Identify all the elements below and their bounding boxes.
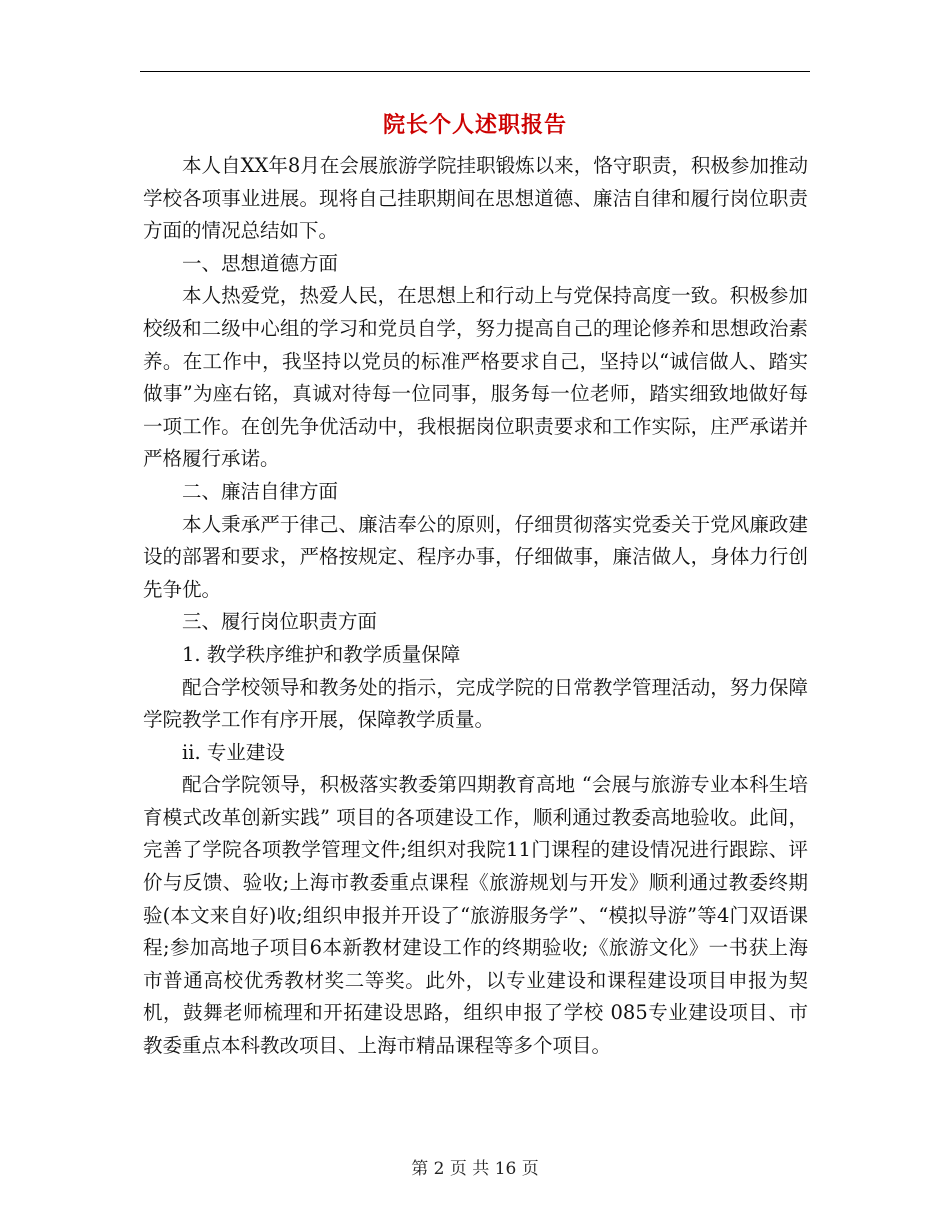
document-title: 院长个人述职报告	[382, 112, 567, 138]
paragraph-intro: 本人自XX年8月在会展旅游学院挂职锻炼以来，恪守职责，积极参加推动学校各项事业进展。现将自己挂职期间在思想道德、廉洁自律和履行岗位职责方面的情况总结如下。	[143, 154, 808, 243]
subheading-teaching-order: 1. 教学秩序维护和教学质量保障	[182, 642, 461, 666]
page-number: 第 2 页 共 16 页	[411, 1159, 539, 1179]
heading-duties: 三、履行岗位职责方面	[182, 610, 378, 634]
paragraph-integrity: 本人秉承严于律己、廉洁奉公的原则，仔细贯彻落实党委关于党风廉政建设的部署和要求，严格按规定、程序办事，仔细做事，廉洁做人，身体力行创先争优。	[143, 512, 808, 601]
document-body	[143, 150, 808, 1063]
heading-integrity: 二、廉洁自律方面	[182, 479, 339, 503]
paragraph-discipline-building: 配合学院领导，积极落实教委第四期教育高地 “会展与旅游专业本科生培育模式改革创新实践” 项目的各项建设工作，顺利通过教委高地验收。此间，完善了学院各项教学管理文件;组织对我院11门课程的建设情况进行跟踪、评价与反馈、验收;上海市教委重点课程《旅游规划与开发》顺利通过教委终期验(本文来自好)收;组织申报并开设了“旅游服务学”、“模拟导游”等4门双语课程;参加高地子项目6本新教材建设工作的终期验收;《旅游文化》一书获上海市普通高校优秀教材奖二等奖。此外，以专业建设和课程建设项目申报为契机，鼓舞老师梳理和开拓建设思路，组织申报了学校 085专业建设项目、市教委重点本科教改项目、上海市精品课程等多个项目。	[143, 773, 808, 1058]
heading-ideology: 一、思想道德方面	[182, 251, 339, 275]
paragraph-teaching-order: 配合学校领导和教务处的指示，完成学院的日常教学管理活动，努力保障学院教学工作有序开展，保障教学质量。	[143, 675, 808, 732]
subheading-discipline-building: ii. 专业建设	[182, 740, 285, 764]
header-rule	[140, 71, 810, 72]
paragraph-ideology: 本人热爱党，热爱人民，在思想上和行动上与党保持高度一致。积极参加校级和二级中心组的学习和党员自学，努力提高自己的理论修养和思想政治素养。在工作中，我坚持以党员的标准严格要求自己，坚持以“诚信做人、踏实做事”为座右铭，真诚对待每一位同事，服务每一位老师，踏实细致地做好每一项工作。在创先争优活动中，我根据岗位职责要求和工作实际，庄严承诺并严格履行承诺。	[143, 284, 808, 471]
